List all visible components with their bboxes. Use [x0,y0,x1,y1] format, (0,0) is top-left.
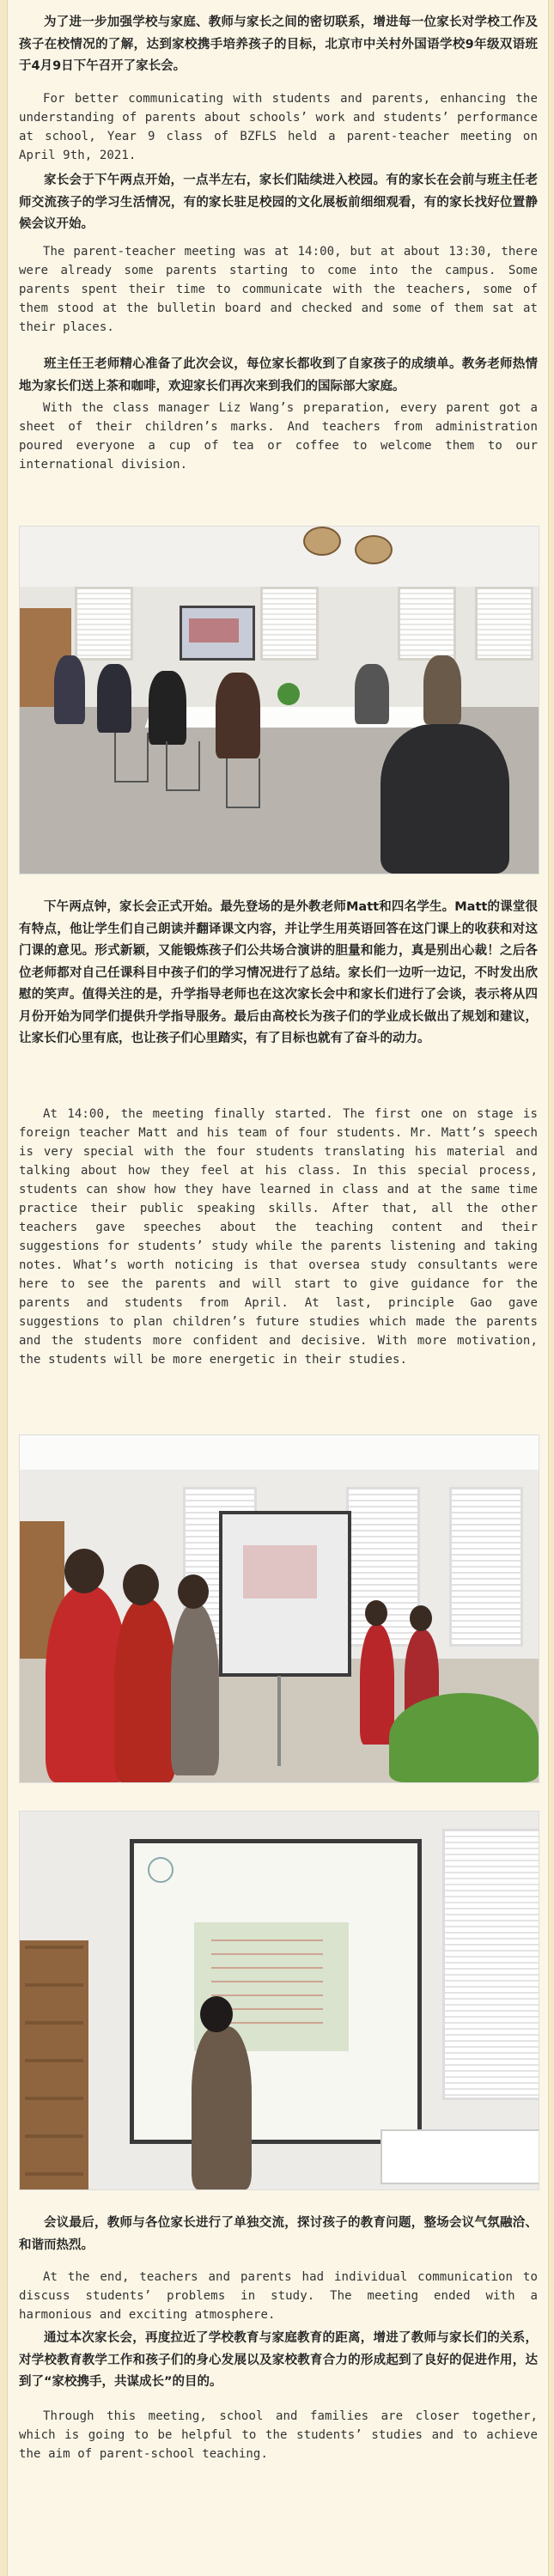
teacher-presentation-photo [19,1811,539,2190]
intro-paragraph-zh: 为了进一步加强学校与家庭、教师与家长之间的密切联系，增进每一位家长对学校工作及孩子在校情况的了解，达到家校携手培养孩子的目标，北京市中关村外国语学校9年级双语班于4月9日下午召开了家长会。 [19,15,538,73]
closing-paragraph-zh: 会议最后，教师与各位家长进行了单独交流，探讨孩子的教育问题，整场会议气氛融洽、和谐而热烈。 [19,2216,538,2252]
meeting-room-photo [19,526,539,874]
summary-paragraph-zh: 通过本次家长会，再度拉近了学校教育与家庭教育的距离，增进了教师与家长们的关系，对学校教育教学工作和孩子们的身心发展以及家校教育合力的形成起到了良好的促进作用，达到了“家校携手，共谋成长”的目的。 [19,2331,538,2389]
closing-paragraph-en: At the end, teachers and parents had individual communication to discuss students’ problems in study. The meeting ended with a harmonious and exciting atmosphere. [19,2270,538,2322]
student-presentation-photo [19,1434,539,1783]
prep-paragraph-en: With the class manager Liz Wang’s preparation, every parent got a sheet of their children’s marks. And teachers from administration poured everyone a cup of tea or coffee to welcome them to our international division. [19,401,538,472]
meeting-paragraph-zh: 下午两点钟，家长会正式开始。最先登场的是外教老师Matt和四名学生。Matt的课堂很有特点，他让学生们自己朗读并翻译课文内容，并让学生用英语回答在这门课上的收获和对这门课的意见。形式新颖，又能锻炼孩子们公共场合演讲的胆量和能力，真是别出心裁！之后各位老师都对自己任课科目中孩子们的学习情况进行了总结。家长们一边听一边记，不时发出欣慰的笑声。值得关注的是，升学指导老师也在这次家长会中和家长们进行了会谈，表示将从四月份开始为同学们提供升学指导服务。最后由高校长为孩子们的学业成长做出了规划和建议，让家长们心里有底，也让孩子们心里踏实，有了目标也就有了奋斗的动力。 [19,900,538,1045]
meeting-paragraph-en: At 14:00, the meeting finally started. The first one on stage is foreign teacher Matt and his team of four students. Mr. Matt’s speech is very special with the four students translating his material and talking about how they feel at his class. In this special process, students can show how they have learned in class and at the same time practice their public speaking skills. After that, all the other teachers gave speeches about the teaching content and their suggestions for students’ study while the parents listening and taking notes. What’s worth noticing is that oversea study consultants were here to see the parents and will start to give guidance for the parents and students from April. At last, principle Gao gave suggestions to plan children’s future studies which made the parents and the students more confident and decisive. With more motivation, the students will be more energetic in their studies. [19,1107,538,1367]
arrival-paragraph-en: The parent-teacher meeting was at 14:00, but at about 13:30, there were already some parents starting to come into the campus. Some parents spent their time to communicate with the teachers, some of them stood at the bulletin board and checked and some of them sat at their places. [19,245,538,334]
arrival-paragraph-zh: 家长会于下午两点开始，一点半左右，家长们陆续进入校园。有的家长在会前与班主任老师交流孩子的学习生活情况，有的家长驻足校园的文化展板前细细观看，有的家长找好位置静候会议开始。 [19,174,538,231]
prep-paragraph-zh: 班主任王老师精心准备了此次会议，每位家长都收到了自家孩子的成绩单。教务老师热情地为家长们送上茶和咖啡，欢迎家长们再次来到我们的国际部大家庭。 [19,357,538,393]
intro-paragraph-en: For better communicating with students and parents, enhancing the understanding of parents about schools’ work and students’ performance at school, Year 9 class of BZFLS held a parent-teacher meeting on April 9th, 2021. [19,92,538,162]
summary-paragraph-en: Through this meeting, school and families are closer together, which is going to be helpful to the students’ studies and to achieve the aim of parent-school teaching. [19,2409,538,2461]
